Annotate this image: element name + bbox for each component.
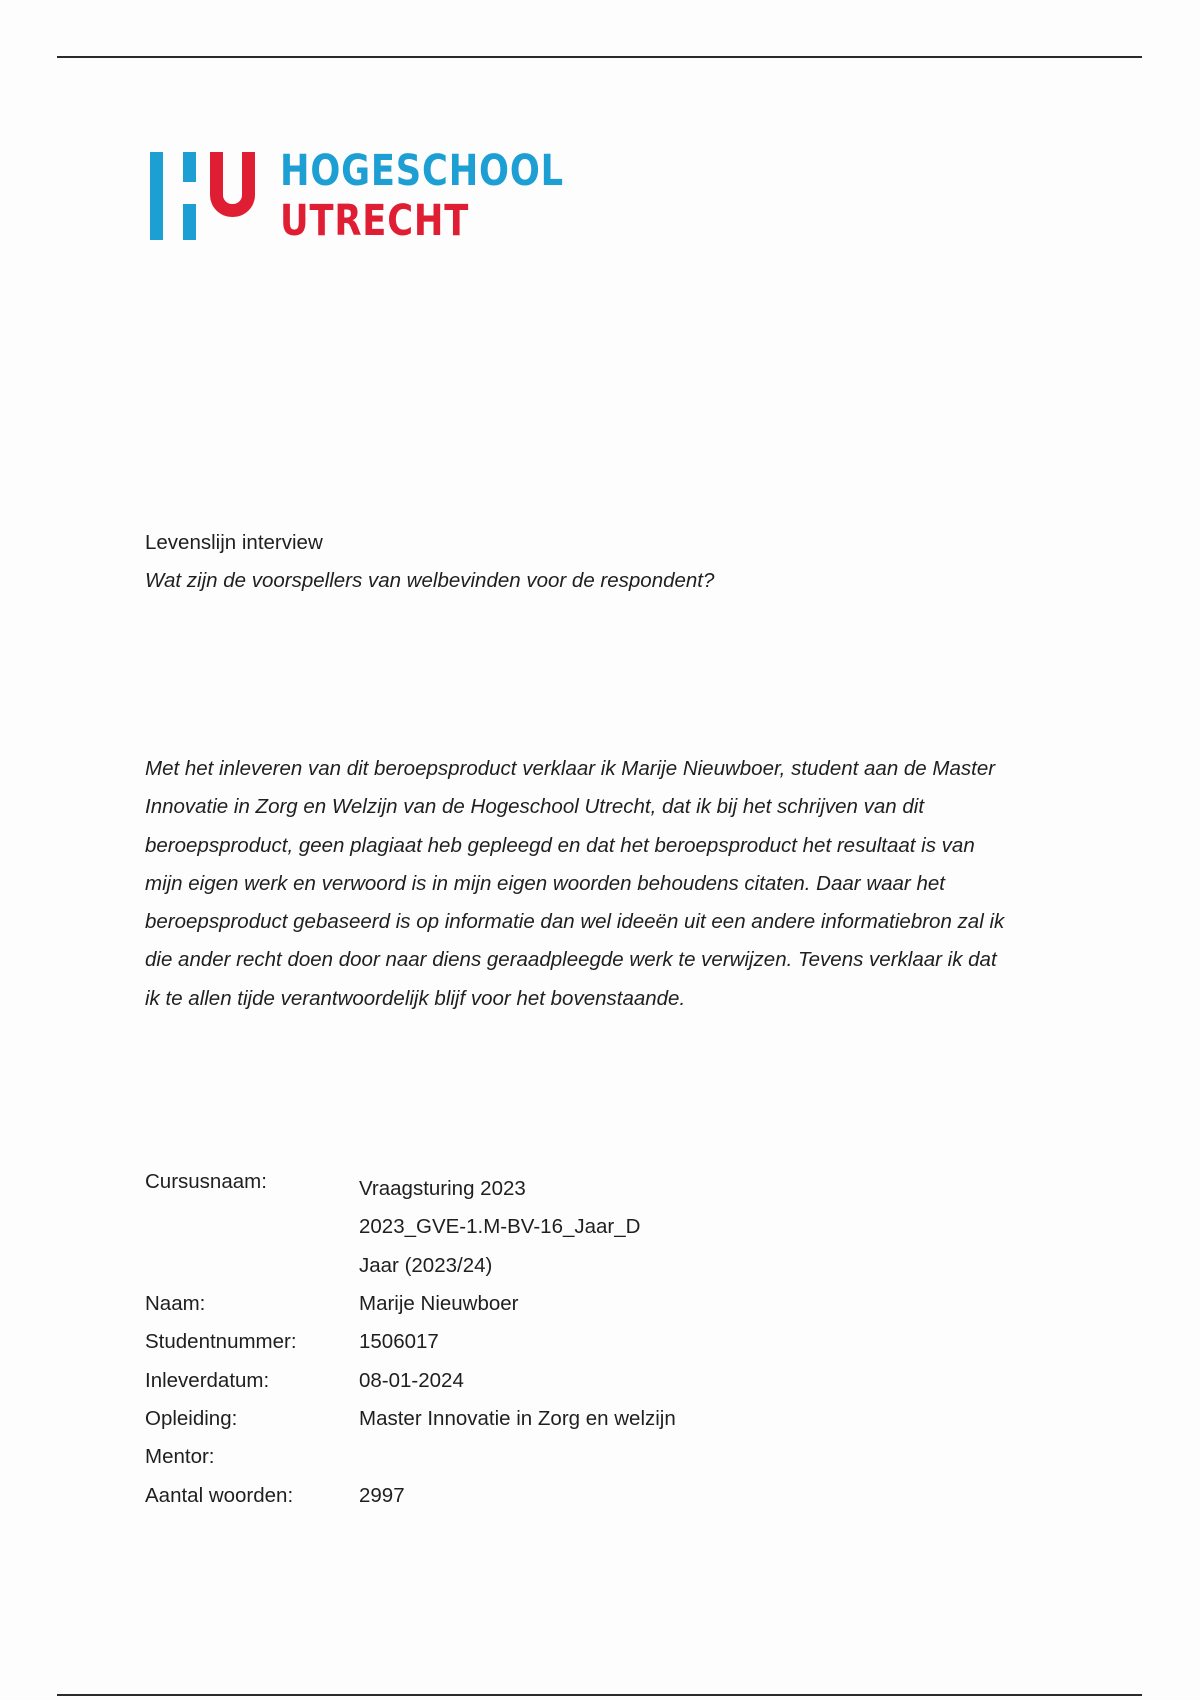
top-rule bbox=[57, 56, 1142, 58]
details-row-program bbox=[145, 1400, 676, 1438]
course-label: Cursusnaam: bbox=[145, 1170, 267, 1193]
details-row-course bbox=[145, 1170, 676, 1285]
research-question: Wat zijn de voorspellers van welbevinden voor de respondent? bbox=[145, 569, 715, 592]
program-value: Master Innovatie in Zorg en welzijn bbox=[359, 1406, 676, 1430]
details-row-submission-date bbox=[145, 1361, 676, 1399]
mentor-value bbox=[359, 1438, 676, 1476]
logo-line-utrecht: UTRECHT bbox=[280, 196, 470, 246]
details-row-word-count bbox=[145, 1476, 676, 1514]
mentor-label: Mentor: bbox=[145, 1445, 215, 1469]
logo-wordmark bbox=[280, 146, 564, 246]
document-details-table bbox=[145, 1170, 676, 1515]
student-number-label: Studentnummer: bbox=[145, 1330, 297, 1354]
logo-line-hogeschool: HOGESCHOOL bbox=[280, 146, 564, 196]
submission-date-value: 08-01-2024 bbox=[359, 1368, 464, 1392]
student-number-value: 1506017 bbox=[359, 1330, 439, 1354]
word-count-value: 2997 bbox=[359, 1483, 405, 1507]
hu-logo-mark-icon bbox=[150, 152, 256, 240]
title-block bbox=[145, 524, 714, 600]
details-row-mentor bbox=[145, 1438, 676, 1476]
course-line: 2023_GVE-1.M-BV-16_Jaar_D bbox=[359, 1215, 641, 1239]
submission-date-label: Inleverdatum: bbox=[145, 1368, 270, 1392]
document-title: Levenslijn interview bbox=[145, 531, 323, 554]
bottom-rule bbox=[57, 1694, 1142, 1696]
program-label: Opleiding: bbox=[145, 1406, 238, 1430]
details-row-name bbox=[145, 1285, 676, 1323]
course-line: Vraagsturing 2023 bbox=[359, 1177, 526, 1200]
hogeschool-utrecht-logo bbox=[150, 146, 564, 246]
name-value: Marije Nieuwboer bbox=[359, 1292, 519, 1316]
course-line: Jaar (2023/24) bbox=[359, 1253, 493, 1277]
name-label: Naam: bbox=[145, 1292, 206, 1316]
word-count-label: Aantal woorden: bbox=[145, 1483, 294, 1507]
course-value bbox=[359, 1170, 676, 1285]
details-row-student-number bbox=[145, 1323, 676, 1361]
plagiarism-declaration: Met het inleveren van dit beroepsproduct verklaar ik Marije Nieuwboer, student aan de Master Innovatie in Zorg en Welzijn van de Hogeschool Utrecht, dat ik bij het schrijven van dit beroepsproduct, geen plagiaat heb gepleegd en dat het beroepsproduct het resultaat is van mijn eigen werk en verwoord is in mijn eigen woorden behoudens citaten. Daar waar het beroepsproduct gebaseerd is op informatie dan wel ideeën uit een andere informatiebron zal ik die ander recht doen door naar diens geraadpleegde werk te verwijzen. Tevens verklaar ik dat ik te allen tijde verantwoordelijk blijf voor het bovenstaande. bbox=[145, 757, 1005, 1010]
